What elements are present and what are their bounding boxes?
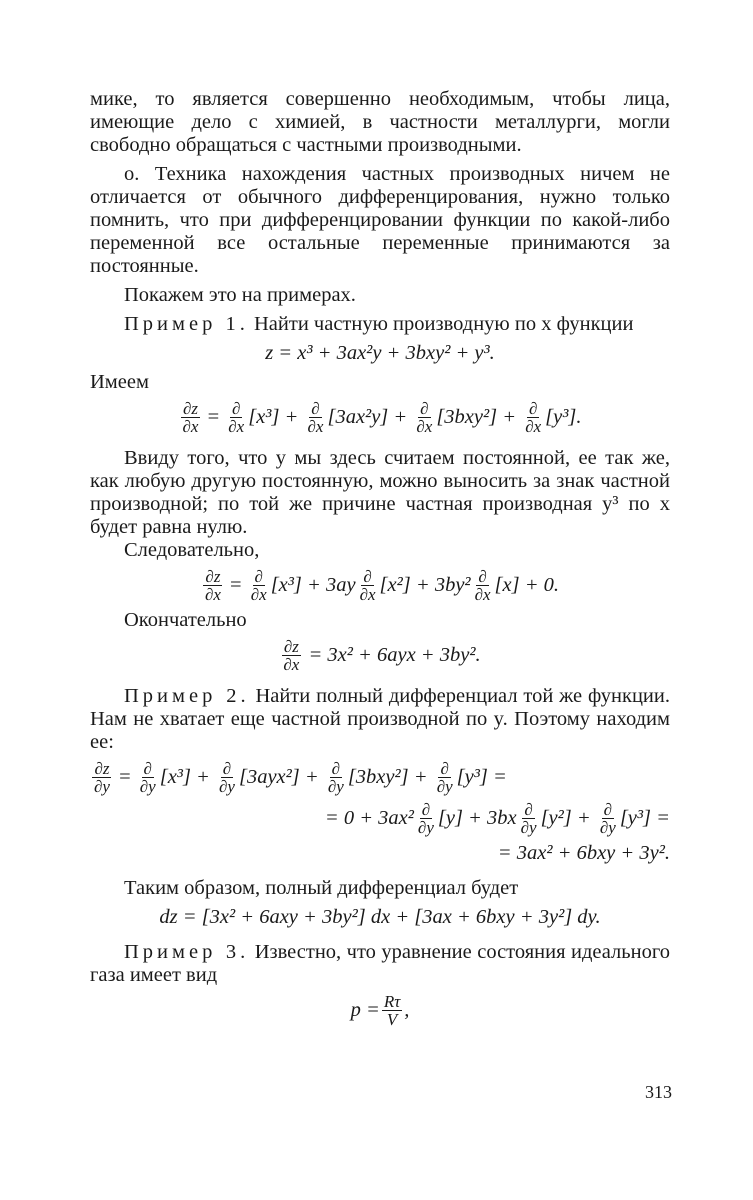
fraction: $\frac{\partial z}{\partial x}$ [204,567,221,604]
example-3-statement [90,941,670,987]
paragraph: Окончательно [124,609,247,631]
equation-ideal-gas: p = $\frac{R\tau}{V}$ , [350,992,410,1029]
fraction: $\frac{\partial}{\partial x}$ [416,399,433,436]
equation-partial-x-result: $\frac{\partial z}{\partial x}$ = 3x² + 6ayx + 3by². [283,637,481,674]
equation-function: z = x³ + 3ax²y + 3bxy² + y³. [265,342,495,364]
fraction: $\frac{\partial}{\partial y}$ [520,800,537,837]
example-label: Пример 1. [124,313,249,335]
fraction: $\frac{\partial z}{\partial y}$ [94,759,110,796]
example-text: Найти частную производную по x функции [253,313,634,335]
fraction: $\frac{\partial}{\partial y}$ [327,759,344,796]
paragraph: Имеем [90,371,149,393]
fraction: $\frac{\partial}{\partial x}$ [228,399,245,436]
paragraph: Следовательно, [124,539,260,561]
equation-partial-x: $\frac{\partial z}{\partial x}$ = $\frac{\partial}{\partial x}$ [x³] + $\frac{\partial}{\partial x}$ [3ax²y] + $\frac{\partial}{\partial x}$ [3bxy²] + $\frac{\partial}{\partial x}$ [y³]. [182,399,582,436]
example-2-statement [90,685,670,754]
page-number: 313 [645,1082,672,1102]
fraction: $\frac{R\tau}{V}$ [383,992,401,1029]
paragraph: Таким образом, полный дифференциал будет [124,877,519,899]
page-text [90,88,670,1034]
example-label: Пример 2. [124,685,250,707]
fraction: $\frac{\partial}{\partial y}$ [139,759,156,796]
equation-partial-y-line1: $\frac{\partial z}{\partial y}$ = $\frac{\partial}{\partial y}$ [x³] + $\frac{\partial}{\partial y}$ [3ayx²] + $\frac{\partial}{\partial y}$ [3bxy²] + $\frac{\partial}{\partial y}$ [y³] = [94,759,507,796]
paragraph: о. Техника нахождения частных производных ничем не отличается от обычного дифференцирования, нужно только помнить, что при дифференцировании функции по какой-либо переменной все остальные переменные принимаются за постоянные. [90,163,670,277]
equation-partial-x-expanded: $\frac{\partial z}{\partial x}$ = $\frac{\partial}{\partial x}$ [x³] + 3ay $\frac{\partial}{\partial x}$ [x²] + 3by² $\frac{\partial}{\partial x}$ [x] + 0. [204,567,560,604]
fraction: $\frac{\partial z}{\partial x}$ [283,637,300,674]
example-1-statement [90,313,670,336]
fraction: $\frac{\partial}{\partial y}$ [219,759,235,796]
fraction: $\frac{\partial}{\partial x}$ [307,399,324,436]
paragraph: Ввиду того, что y мы здесь считаем постоянной, ее так же, как любую другую постоянную, можно выносить за знак частной производной; по той же причине частная производная y³ по x будет равна нулю. [90,447,670,538]
fraction: $\frac{\partial}{\partial y}$ [436,759,453,796]
fraction: $\frac{\partial}{\partial x}$ [525,399,542,436]
fraction: $\frac{\partial z}{\partial x}$ [182,399,199,436]
fraction: $\frac{\partial}{\partial x}$ [359,567,376,604]
example-label: Пример 3. [124,941,250,963]
fraction: $\frac{\partial}{\partial y}$ [417,800,434,837]
fraction: $\frac{\partial}{\partial y}$ [599,800,616,837]
example-text: Найти полный дифференциал той же функции. Нам не хватает еще частной производной по y. Поэтому находим ее: [90,685,670,753]
equation-partial-y-line2: = 0 + 3ax² $\frac{\partial}{\partial y}$ [y] + 3bx $\frac{\partial}{\partial y}$ [y²] + $\frac{\partial}{\partial y}$ [y³] = [324,800,670,837]
fraction: $\frac{\partial}{\partial x}$ [474,567,491,604]
equation-total-differential: dz = [3x² + 6axy + 3by²] dx + [3ax + 6bxy + 3y²] dy. [159,906,601,928]
paragraph: Покажем это на примерах. [124,284,356,306]
fraction: $\frac{\partial}{\partial x}$ [250,567,267,604]
example-text: Известно, что уравнение состояния идеального газа имеет вид [90,941,670,986]
equation-partial-y-line3: = 3ax² + 6bxy + 3y². [497,842,670,864]
paragraph: мике, то является совершенно необходимым, чтобы лица, имеющие дело с химией, в частности металлурги, могли свободно обращаться с частными производными. [90,88,670,156]
